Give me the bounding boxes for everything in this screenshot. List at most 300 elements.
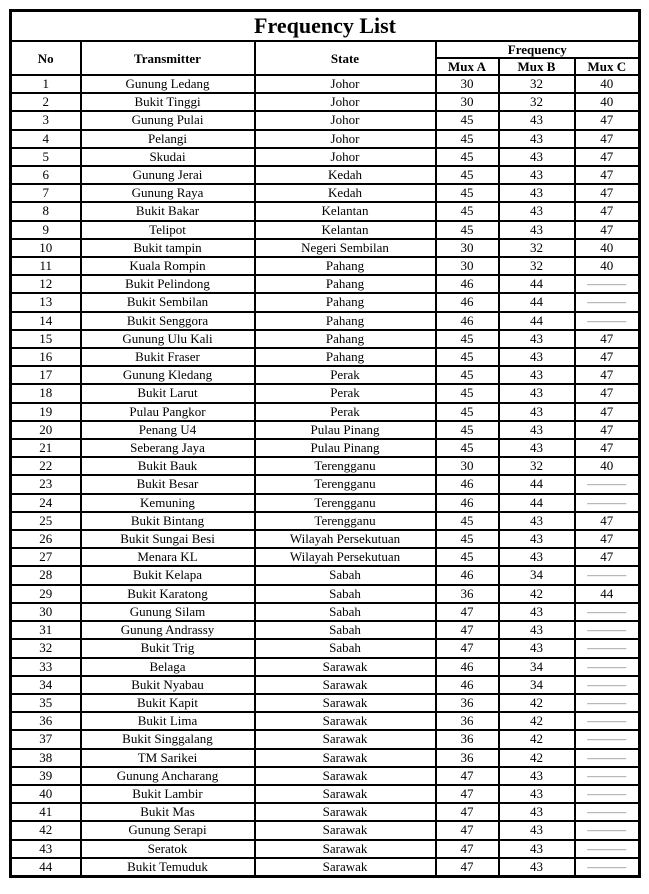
cell-mux-b: 42 (499, 749, 575, 767)
cell-mux-b: 44 (499, 475, 575, 493)
frequency-table (9, 9, 641, 878)
cell-mux-c: 47 (575, 439, 640, 457)
cell-transmitter: Bukit Singgalang (81, 730, 255, 748)
cell-transmitter: Bukit Tinggi (81, 93, 255, 111)
cell-no: 40 (11, 785, 81, 803)
cell-state: Johor (255, 93, 436, 111)
cell-state: Sabah (255, 603, 436, 621)
cell-mux-b: 42 (499, 585, 575, 603)
cell-no: 41 (11, 803, 81, 821)
cell-mux-b: 34 (499, 676, 575, 694)
cell-mux-c: 47 (575, 348, 640, 366)
cell-mux-c: 47 (575, 530, 640, 548)
cell-no: 28 (11, 566, 81, 584)
cell-state: Johor (255, 75, 436, 93)
cell-state: Kelantan (255, 202, 436, 220)
cell-state: Sarawak (255, 785, 436, 803)
cell-no: 38 (11, 749, 81, 767)
table-row (11, 221, 640, 239)
cell-mux-c: ——— (575, 603, 640, 621)
table-body (11, 75, 640, 876)
cell-no: 37 (11, 730, 81, 748)
cell-transmitter: Gunung Pulai (81, 111, 255, 129)
cell-mux-c: 40 (575, 257, 640, 275)
cell-mux-c: ——— (575, 767, 640, 785)
cell-transmitter: Bukit Larut (81, 384, 255, 402)
cell-mux-b: 43 (499, 639, 575, 657)
cell-state: Sabah (255, 621, 436, 639)
cell-no: 34 (11, 676, 81, 694)
cell-mux-b: 43 (499, 439, 575, 457)
table-row (11, 293, 640, 311)
cell-mux-a: 47 (436, 639, 499, 657)
cell-mux-c: ——— (575, 293, 640, 311)
cell-no: 44 (11, 858, 81, 877)
cell-transmitter: Bukit Pelindong (81, 275, 255, 293)
cell-mux-a: 46 (436, 566, 499, 584)
cell-state: Terengganu (255, 475, 436, 493)
table-row (11, 384, 640, 402)
table-row (11, 184, 640, 202)
cell-mux-a: 30 (436, 93, 499, 111)
cell-state: Sarawak (255, 676, 436, 694)
table-row (11, 658, 640, 676)
cell-state: Wilayah Persekutuan (255, 548, 436, 566)
cell-state: Sarawak (255, 767, 436, 785)
cell-state: Sabah (255, 566, 436, 584)
cell-mux-b: 44 (499, 494, 575, 512)
cell-transmitter: Skudai (81, 148, 255, 166)
cell-mux-c: 47 (575, 221, 640, 239)
cell-mux-a: 45 (436, 384, 499, 402)
cell-mux-b: 34 (499, 566, 575, 584)
cell-mux-b: 42 (499, 694, 575, 712)
cell-mux-a: 45 (436, 366, 499, 384)
cell-no: 17 (11, 366, 81, 384)
column-header-frequency: Frequency (436, 41, 640, 58)
cell-state: Terengganu (255, 512, 436, 530)
table-row (11, 275, 640, 293)
cell-mux-c: 47 (575, 148, 640, 166)
cell-transmitter: Bukit Lambir (81, 785, 255, 803)
table-row (11, 75, 640, 93)
cell-mux-a: 45 (436, 111, 499, 129)
cell-transmitter: Bukit Bauk (81, 457, 255, 475)
cell-mux-c: 47 (575, 130, 640, 148)
column-header-mux-c: Mux C (575, 58, 640, 75)
table-row (11, 858, 640, 877)
cell-state: Pahang (255, 312, 436, 330)
cell-state: Kedah (255, 166, 436, 184)
cell-mux-c: 47 (575, 512, 640, 530)
table-row (11, 639, 640, 657)
cell-transmitter: TM Sarikei (81, 749, 255, 767)
cell-mux-b: 43 (499, 840, 575, 858)
cell-mux-a: 47 (436, 621, 499, 639)
cell-mux-c: 40 (575, 457, 640, 475)
cell-no: 36 (11, 712, 81, 730)
cell-no: 31 (11, 621, 81, 639)
table-row (11, 457, 640, 475)
cell-no: 23 (11, 475, 81, 493)
table-row (11, 439, 640, 457)
table-row (11, 330, 640, 348)
cell-no: 16 (11, 348, 81, 366)
cell-mux-a: 45 (436, 530, 499, 548)
cell-mux-a: 45 (436, 403, 499, 421)
cell-state: Sarawak (255, 821, 436, 839)
table-row (11, 603, 640, 621)
cell-mux-a: 46 (436, 475, 499, 493)
cell-state: Pahang (255, 275, 436, 293)
cell-transmitter: Bukit Trig (81, 639, 255, 657)
cell-mux-c: ——— (575, 275, 640, 293)
cell-mux-c: ——— (575, 621, 640, 639)
table-row (11, 166, 640, 184)
table-row (11, 421, 640, 439)
cell-mux-a: 47 (436, 785, 499, 803)
cell-mux-c: ——— (575, 494, 640, 512)
cell-mux-a: 46 (436, 658, 499, 676)
table-row (11, 585, 640, 603)
cell-state: Pahang (255, 293, 436, 311)
table-row (11, 767, 640, 785)
cell-state: Sarawak (255, 840, 436, 858)
cell-mux-c: ——— (575, 858, 640, 877)
column-header-state: State (255, 41, 436, 75)
cell-mux-b: 43 (499, 548, 575, 566)
cell-no: 42 (11, 821, 81, 839)
cell-no: 32 (11, 639, 81, 657)
cell-transmitter: Bukit tampin (81, 239, 255, 257)
cell-no: 9 (11, 221, 81, 239)
cell-transmitter: Bukit Karatong (81, 585, 255, 603)
table-row (11, 712, 640, 730)
cell-mux-a: 45 (436, 348, 499, 366)
cell-mux-c: ——— (575, 840, 640, 858)
cell-mux-a: 36 (436, 694, 499, 712)
cell-state: Kelantan (255, 221, 436, 239)
cell-state: Sabah (255, 585, 436, 603)
cell-mux-c: ——— (575, 749, 640, 767)
table-row (11, 803, 640, 821)
cell-mux-a: 46 (436, 676, 499, 694)
cell-state: Sarawak (255, 658, 436, 676)
cell-mux-c: ——— (575, 803, 640, 821)
cell-mux-b: 32 (499, 93, 575, 111)
cell-mux-a: 47 (436, 803, 499, 821)
cell-transmitter: Gunung Jerai (81, 166, 255, 184)
cell-state: Sarawak (255, 694, 436, 712)
cell-mux-c: ——— (575, 712, 640, 730)
cell-no: 19 (11, 403, 81, 421)
cell-mux-b: 43 (499, 148, 575, 166)
cell-mux-a: 45 (436, 512, 499, 530)
cell-state: Pahang (255, 348, 436, 366)
table-row (11, 821, 640, 839)
cell-mux-c: ——— (575, 785, 640, 803)
cell-mux-a: 45 (436, 548, 499, 566)
table-row (11, 348, 640, 366)
cell-mux-a: 45 (436, 439, 499, 457)
table-row (11, 257, 640, 275)
cell-no: 1 (11, 75, 81, 93)
cell-mux-c: 47 (575, 330, 640, 348)
cell-transmitter: Bukit Besar (81, 475, 255, 493)
cell-transmitter: Bukit Sembilan (81, 293, 255, 311)
cell-no: 7 (11, 184, 81, 202)
cell-mux-b: 44 (499, 312, 575, 330)
cell-state: Pahang (255, 257, 436, 275)
cell-state: Sarawak (255, 712, 436, 730)
cell-mux-b: 44 (499, 275, 575, 293)
cell-state: Terengganu (255, 457, 436, 475)
cell-mux-c: 44 (575, 585, 640, 603)
table-row (11, 239, 640, 257)
cell-mux-b: 43 (499, 330, 575, 348)
cell-no: 25 (11, 512, 81, 530)
cell-mux-c: ——— (575, 676, 640, 694)
cell-state: Sarawak (255, 858, 436, 877)
cell-mux-c: ——— (575, 821, 640, 839)
cell-transmitter: Bukit Sungai Besi (81, 530, 255, 548)
column-header-transmitter: Transmitter (81, 41, 255, 75)
cell-mux-c: ——— (575, 475, 640, 493)
cell-mux-b: 43 (499, 130, 575, 148)
cell-mux-b: 42 (499, 712, 575, 730)
cell-transmitter: Kemuning (81, 494, 255, 512)
cell-transmitter: Gunung Andrassy (81, 621, 255, 639)
cell-state: Perak (255, 403, 436, 421)
table-row (11, 130, 640, 148)
cell-no: 43 (11, 840, 81, 858)
table-row (11, 494, 640, 512)
cell-mux-c: 47 (575, 202, 640, 220)
cell-mux-c: 47 (575, 184, 640, 202)
cell-mux-a: 45 (436, 202, 499, 220)
cell-no: 20 (11, 421, 81, 439)
cell-transmitter: Pelangi (81, 130, 255, 148)
cell-no: 11 (11, 257, 81, 275)
cell-mux-a: 46 (436, 293, 499, 311)
cell-mux-b: 43 (499, 530, 575, 548)
cell-transmitter: Bukit Bintang (81, 512, 255, 530)
title-row (11, 11, 640, 42)
cell-mux-b: 43 (499, 221, 575, 239)
cell-mux-c: ——— (575, 658, 640, 676)
header-row-top (11, 41, 640, 58)
cell-transmitter: Gunung Kledang (81, 366, 255, 384)
cell-transmitter: Bukit Mas (81, 803, 255, 821)
cell-mux-c: ——— (575, 694, 640, 712)
cell-mux-c: ——— (575, 730, 640, 748)
cell-no: 4 (11, 130, 81, 148)
table-row (11, 202, 640, 220)
cell-transmitter: Bukit Senggora (81, 312, 255, 330)
cell-state: Terengganu (255, 494, 436, 512)
cell-transmitter: Seberang Jaya (81, 439, 255, 457)
cell-no: 14 (11, 312, 81, 330)
cell-mux-b: 32 (499, 257, 575, 275)
cell-transmitter: Kuala Rompin (81, 257, 255, 275)
cell-transmitter: Bukit Lima (81, 712, 255, 730)
table-row (11, 694, 640, 712)
cell-mux-a: 47 (436, 840, 499, 858)
cell-mux-b: 32 (499, 75, 575, 93)
cell-mux-a: 47 (436, 767, 499, 785)
column-header-mux-a: Mux A (436, 58, 499, 75)
cell-transmitter: Gunung Ledang (81, 75, 255, 93)
cell-transmitter: Penang U4 (81, 421, 255, 439)
cell-state: Pulau Pinang (255, 421, 436, 439)
cell-mux-b: 34 (499, 658, 575, 676)
cell-transmitter: Bukit Fraser (81, 348, 255, 366)
cell-no: 8 (11, 202, 81, 220)
cell-transmitter: Bukit Kelapa (81, 566, 255, 584)
table-row (11, 621, 640, 639)
table-row (11, 148, 640, 166)
table-row (11, 730, 640, 748)
cell-mux-a: 36 (436, 730, 499, 748)
cell-mux-a: 36 (436, 712, 499, 730)
cell-transmitter: Menara KL (81, 548, 255, 566)
table-row (11, 111, 640, 129)
cell-mux-b: 43 (499, 111, 575, 129)
table-row (11, 312, 640, 330)
cell-no: 15 (11, 330, 81, 348)
cell-mux-a: 36 (436, 749, 499, 767)
cell-mux-b: 43 (499, 384, 575, 402)
cell-mux-a: 45 (436, 330, 499, 348)
cell-mux-b: 32 (499, 239, 575, 257)
cell-no: 26 (11, 530, 81, 548)
cell-mux-c: 47 (575, 421, 640, 439)
cell-no: 3 (11, 111, 81, 129)
cell-state: Negeri Sembilan (255, 239, 436, 257)
cell-state: Pahang (255, 330, 436, 348)
cell-mux-c: 40 (575, 75, 640, 93)
cell-transmitter: Pulau Pangkor (81, 403, 255, 421)
cell-mux-b: 43 (499, 621, 575, 639)
cell-no: 27 (11, 548, 81, 566)
cell-mux-b: 43 (499, 366, 575, 384)
cell-mux-b: 43 (499, 184, 575, 202)
cell-transmitter: Bukit Temuduk (81, 858, 255, 877)
cell-mux-b: 43 (499, 803, 575, 821)
cell-no: 30 (11, 603, 81, 621)
cell-transmitter: Gunung Serapi (81, 821, 255, 839)
cell-state: Kedah (255, 184, 436, 202)
cell-mux-a: 47 (436, 603, 499, 621)
table-row (11, 512, 640, 530)
cell-no: 39 (11, 767, 81, 785)
table-row (11, 785, 640, 803)
table-row (11, 475, 640, 493)
cell-mux-b: 43 (499, 858, 575, 877)
cell-no: 12 (11, 275, 81, 293)
cell-mux-b: 43 (499, 785, 575, 803)
page-title: Frequency List (11, 11, 640, 42)
cell-state: Johor (255, 148, 436, 166)
cell-state: Johor (255, 111, 436, 129)
table-row (11, 366, 640, 384)
cell-no: 6 (11, 166, 81, 184)
cell-transmitter: Gunung Ancharang (81, 767, 255, 785)
table-row (11, 548, 640, 566)
column-header-mux-b: Mux B (499, 58, 575, 75)
cell-transmitter: Telipot (81, 221, 255, 239)
cell-no: 22 (11, 457, 81, 475)
cell-mux-b: 32 (499, 457, 575, 475)
cell-no: 2 (11, 93, 81, 111)
cell-mux-b: 43 (499, 821, 575, 839)
cell-mux-b: 43 (499, 166, 575, 184)
cell-mux-c: ——— (575, 312, 640, 330)
cell-mux-a: 46 (436, 312, 499, 330)
cell-mux-a: 30 (436, 257, 499, 275)
cell-transmitter: Bukit Nyabau (81, 676, 255, 694)
cell-mux-a: 47 (436, 821, 499, 839)
cell-mux-a: 45 (436, 166, 499, 184)
cell-mux-a: 45 (436, 184, 499, 202)
column-header-no: No (11, 41, 81, 75)
cell-transmitter: Bukit Bakar (81, 202, 255, 220)
cell-no: 21 (11, 439, 81, 457)
cell-no: 18 (11, 384, 81, 402)
cell-state: Sarawak (255, 730, 436, 748)
cell-mux-c: 40 (575, 239, 640, 257)
cell-state: Sarawak (255, 749, 436, 767)
cell-transmitter: Gunung Ulu Kali (81, 330, 255, 348)
cell-mux-a: 46 (436, 275, 499, 293)
cell-mux-a: 45 (436, 130, 499, 148)
cell-transmitter: Gunung Silam (81, 603, 255, 621)
cell-state: Perak (255, 366, 436, 384)
cell-mux-b: 43 (499, 202, 575, 220)
cell-mux-c: 47 (575, 403, 640, 421)
cell-mux-a: 45 (436, 221, 499, 239)
cell-mux-c: 47 (575, 548, 640, 566)
cell-transmitter: Bukit Kapit (81, 694, 255, 712)
table-row (11, 840, 640, 858)
table-row (11, 403, 640, 421)
cell-transmitter: Belaga (81, 658, 255, 676)
cell-mux-c: 47 (575, 384, 640, 402)
cell-state: Pulau Pinang (255, 439, 436, 457)
cell-no: 29 (11, 585, 81, 603)
cell-mux-a: 30 (436, 75, 499, 93)
cell-mux-c: 47 (575, 366, 640, 384)
cell-state: Sarawak (255, 803, 436, 821)
cell-no: 10 (11, 239, 81, 257)
table-row (11, 530, 640, 548)
cell-mux-c: 40 (575, 93, 640, 111)
cell-transmitter: Gunung Raya (81, 184, 255, 202)
cell-no: 5 (11, 148, 81, 166)
cell-no: 35 (11, 694, 81, 712)
cell-state: Sabah (255, 639, 436, 657)
cell-mux-a: 47 (436, 858, 499, 877)
cell-mux-c: 47 (575, 111, 640, 129)
cell-mux-a: 46 (436, 494, 499, 512)
cell-no: 33 (11, 658, 81, 676)
cell-state: Perak (255, 384, 436, 402)
cell-mux-a: 45 (436, 421, 499, 439)
table-row (11, 676, 640, 694)
cell-no: 13 (11, 293, 81, 311)
cell-mux-a: 45 (436, 148, 499, 166)
cell-mux-a: 30 (436, 457, 499, 475)
